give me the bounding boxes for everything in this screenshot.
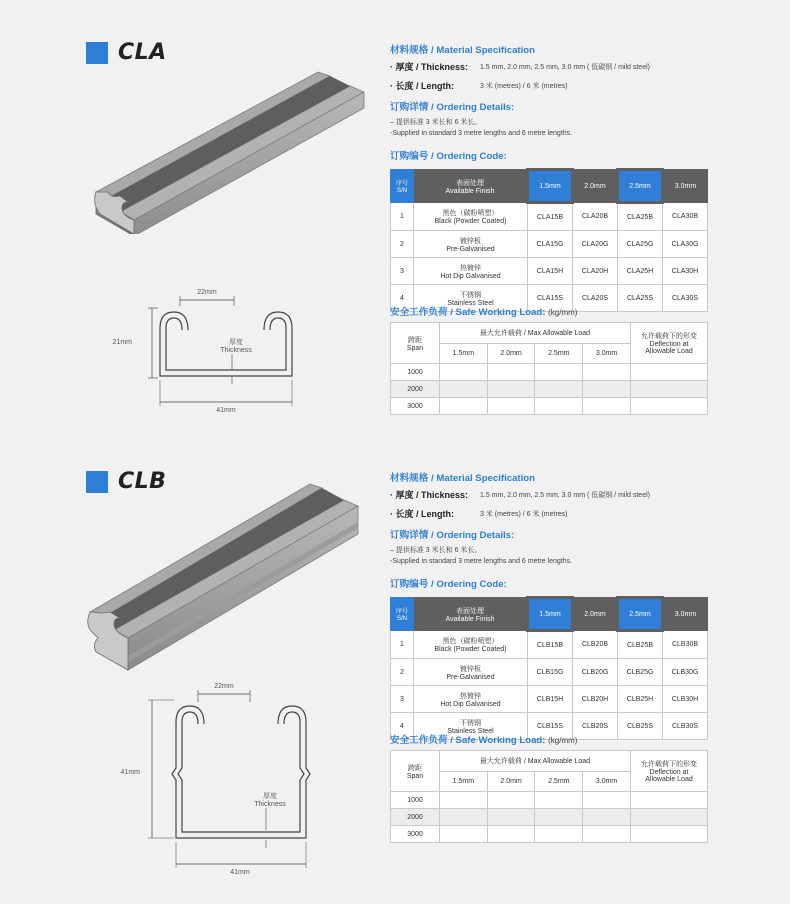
table-row: 3 热镀锌 Hot Dip Galvanised CLA15H CLA20H CLA25H CLA30H (391, 258, 708, 285)
header-t2: 2.0mm (573, 598, 618, 631)
load-heading: 安全工作负荷 / Safe Working Load: (kg/mm) (390, 735, 578, 746)
table-row: 1000 (391, 792, 708, 809)
cross-section-drawing (104, 678, 334, 878)
material-heading: 材料规格 / Material Specification (390, 45, 536, 56)
dim-overall-label: 41mm (230, 869, 250, 876)
code-heading: 订购编号 / Ordering Code: (390, 151, 507, 162)
ordering-code-table (390, 168, 708, 312)
header-t3: 2.5mm (618, 598, 663, 631)
header-span: 跨距 Span (391, 323, 440, 364)
thickness-label: · 厚度 / Thickness: (390, 62, 469, 72)
dim-height-label: 21mm (112, 339, 132, 346)
thickness-en-label: Thickness (254, 801, 286, 808)
thickness-en-label: Thickness (220, 347, 252, 354)
table-row: 3 热镀锌 Hot Dip Galvanised CLB15H CLB20H CLB25H CLB30H (391, 686, 708, 713)
length-row (390, 79, 568, 92)
table-row: 1 黑色（碳粉喷塑） Black (Powder Coated) CLA15B CLA20B CLA25B CLA30B (391, 203, 708, 231)
product-section-clb (0, 452, 790, 904)
safe-load-table: 跨距 Span 最大允许载荷 / Max Allowable Load 允许载荷下的形变 Deflection at Allowable Load 1.5mm 2.0mm 2.5mm 3.0mm 1000 2000 3000 (390, 750, 708, 843)
note-en: -Supplied in standard 3 metre lengths and 6 metre lengths. (390, 130, 573, 137)
header-max-load: 最大允许载荷 / Max Allowable Load (440, 323, 631, 344)
table-header-row (391, 598, 708, 631)
header-t2: 2.0mm (573, 170, 618, 203)
product-name: CLB (118, 469, 167, 494)
thickness-value: 1.5 mm, 2.0 mm, 2.5 mm, 3.0 mm ( 低碳钢 / mild steel) (480, 63, 650, 71)
dim-width-label: 22mm (197, 289, 217, 296)
table-row: 4 不锈钢 Stainless Steel CLA15S CLA20S CLA25S CLA30S (391, 285, 708, 312)
header-t4: 3.0mm (663, 598, 708, 631)
thickness-value: 1.5 mm, 2.0 mm, 2.5 mm, 3.0 mm ( 低碳钢 / mild steel) (480, 491, 650, 499)
header-sn: 序号 S/N (391, 170, 414, 203)
load-heading: 安全工作负荷 / Safe Working Load: (kg/mm) (390, 307, 578, 318)
table-row: 4 不锈钢 Stainless Steel CLB15S CLB20S CLB25S CLB30S (391, 713, 708, 740)
thickness-cn-label: 厚度 (229, 339, 243, 346)
header-t1: 1.5mm (528, 598, 573, 631)
table-row: 2 镀锌板 Pre-Galvanised CLB15G CLB20G CLB25G CLB30G (391, 659, 708, 686)
header-t3: 2.5mm (618, 170, 663, 203)
product-title (86, 40, 167, 65)
thickness-label: · 厚度 / Thickness: (390, 490, 469, 500)
material-heading: 材料规格 / Material Specification (390, 473, 536, 484)
note-cn: – 提供标准 3 米长和 6 米长。 (390, 119, 482, 126)
header-finish: 表面处理 Available Finish (414, 598, 528, 631)
thickness-cn-label: 厚度 (263, 793, 277, 800)
channel-3d-illustration (80, 64, 380, 234)
header-max-load: 最大允许载荷 / Max Allowable Load (440, 751, 631, 772)
table-row: 2000 (391, 809, 708, 826)
header-deflection: 允许载荷下的形变 Deflection at Allowable Load (631, 751, 708, 792)
table-row: 2000 (391, 381, 708, 398)
length-value: 3 米 (metres) / 6 米 (metres) (480, 82, 568, 90)
header-deflection: 允许载荷下的形变 Deflection at Allowable Load (631, 323, 708, 364)
length-label: · 长度 / Length: (390, 81, 454, 91)
table-row: 2 镀锌板 Pre-Galvanised CLA15G CLA20G CLA25G CLA30G (391, 231, 708, 258)
product-name: CLA (118, 40, 167, 65)
header-finish: 表面处理 Available Finish (414, 170, 528, 203)
header-t1: 1.5mm (528, 170, 573, 203)
length-row (390, 507, 568, 520)
ordering-code-table (390, 596, 708, 740)
header-sn: 序号 S/N (391, 598, 414, 631)
thickness-row (390, 488, 650, 501)
channel-3d-illustration (86, 474, 376, 674)
table-row: 3000 (391, 826, 708, 843)
header-span: 跨距 Span (391, 751, 440, 792)
dim-overall-label: 41mm (216, 407, 236, 414)
table-row: 3000 (391, 398, 708, 415)
cross-section-drawing (96, 280, 326, 420)
length-label: · 长度 / Length: (390, 509, 454, 519)
length-value: 3 米 (metres) / 6 米 (metres) (480, 510, 568, 518)
note-en: -Supplied in standard 3 metre lengths and 6 metre lengths. (390, 558, 573, 565)
table-row: 1000 (391, 364, 708, 381)
table-header-row (391, 170, 708, 203)
note-cn: – 提供标准 3 米长和 6 米长。 (390, 547, 482, 554)
thickness-row (390, 60, 650, 73)
table-row: 1 黑色（碳粉喷塑） Black (Powder Coated) CLB15B CLB20B CLB25B CLB30B (391, 631, 708, 659)
ordering-heading: 订购详情 / Ordering Details: (390, 530, 515, 541)
header-t4: 3.0mm (663, 170, 708, 203)
accent-square-icon (86, 42, 108, 64)
code-heading: 订购编号 / Ordering Code: (390, 579, 507, 590)
dim-width-label: 22mm (214, 683, 234, 690)
safe-load-table: 跨距 Span 最大允许载荷 / Max Allowable Load 允许载荷下的形变 Deflection at Allowable Load 1.5mm 2.0mm 2.5mm 3.0mm 1000 2000 3000 (390, 322, 708, 415)
product-section-cla (0, 0, 790, 450)
ordering-heading: 订购详情 / Ordering Details: (390, 102, 515, 113)
dim-height-label: 41mm (120, 769, 140, 776)
